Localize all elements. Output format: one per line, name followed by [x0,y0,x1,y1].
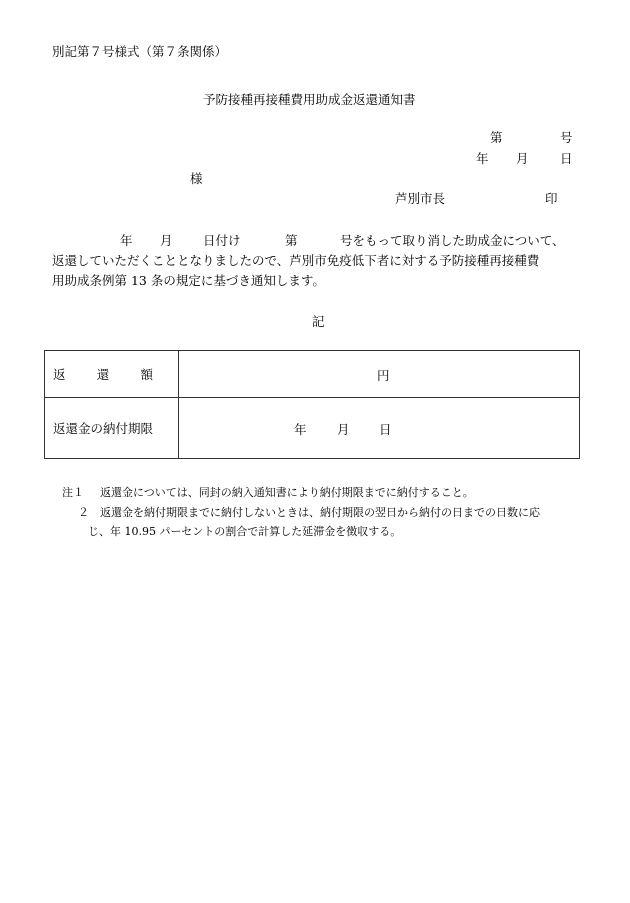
recipient-suffix: 様 [190,171,203,186]
body-month: 月 [160,233,173,248]
deadline-day: 日 [379,422,392,437]
date-day: 日 [560,151,573,166]
note2-text-line2: じ、年 10.95 パーセントの割合で計算した延滞金を徴収する。 [88,525,402,538]
yen-unit: 円 [377,368,390,383]
refund-amount-value [179,351,580,398]
body-line1-rest: 号をもって取り消した助成金について、 [340,233,565,248]
note1-prefix: 注１ [62,486,84,499]
body-date: 日付け [203,233,241,248]
body-year: 年 [120,233,133,248]
number-suffix: 号 [560,130,573,145]
table-row [45,398,580,459]
body-line3: 用助成条例第 13 条の規定に基づき通知します。 [52,273,325,288]
document-title: 予防接種再接種費用助成金返還通知書 [203,92,416,107]
body-line2: 返還していただくこととなりましたので、芦別市免疫低下者に対する予防接種再接種費 [52,253,540,268]
number-prefix: 第 [490,130,503,145]
date-month: 月 [516,151,529,166]
form-label: 別記第７号様式（第７条関係） [52,44,228,59]
label-char: 還 [96,367,110,382]
label-char: 額 [140,367,153,382]
table-row [45,351,580,398]
ki-heading: 記 [312,314,325,329]
payment-deadline-value [179,398,580,459]
note2-text-line1: 返還金を納付期限までに納付しないときは、納付期限の翌日から納付の日までの日数に応 [100,506,540,519]
note1-text: 返還金については、同封の納入通知書により納付期限までに納付すること。 [100,486,474,499]
refund-table [44,350,580,459]
payment-deadline-label: 返還金の納付期限 [45,398,179,459]
body-no: 第 [285,233,298,248]
refund-amount-label [45,351,179,398]
issuer: 芦別市長 [395,191,446,206]
deadline-year: 年 [294,422,307,437]
label-char: 返 [53,367,66,382]
deadline-month: 月 [337,422,350,437]
note2-prefix: ２ [78,506,89,519]
seal-mark: 印 [545,191,558,206]
date-year: 年 [476,151,489,166]
